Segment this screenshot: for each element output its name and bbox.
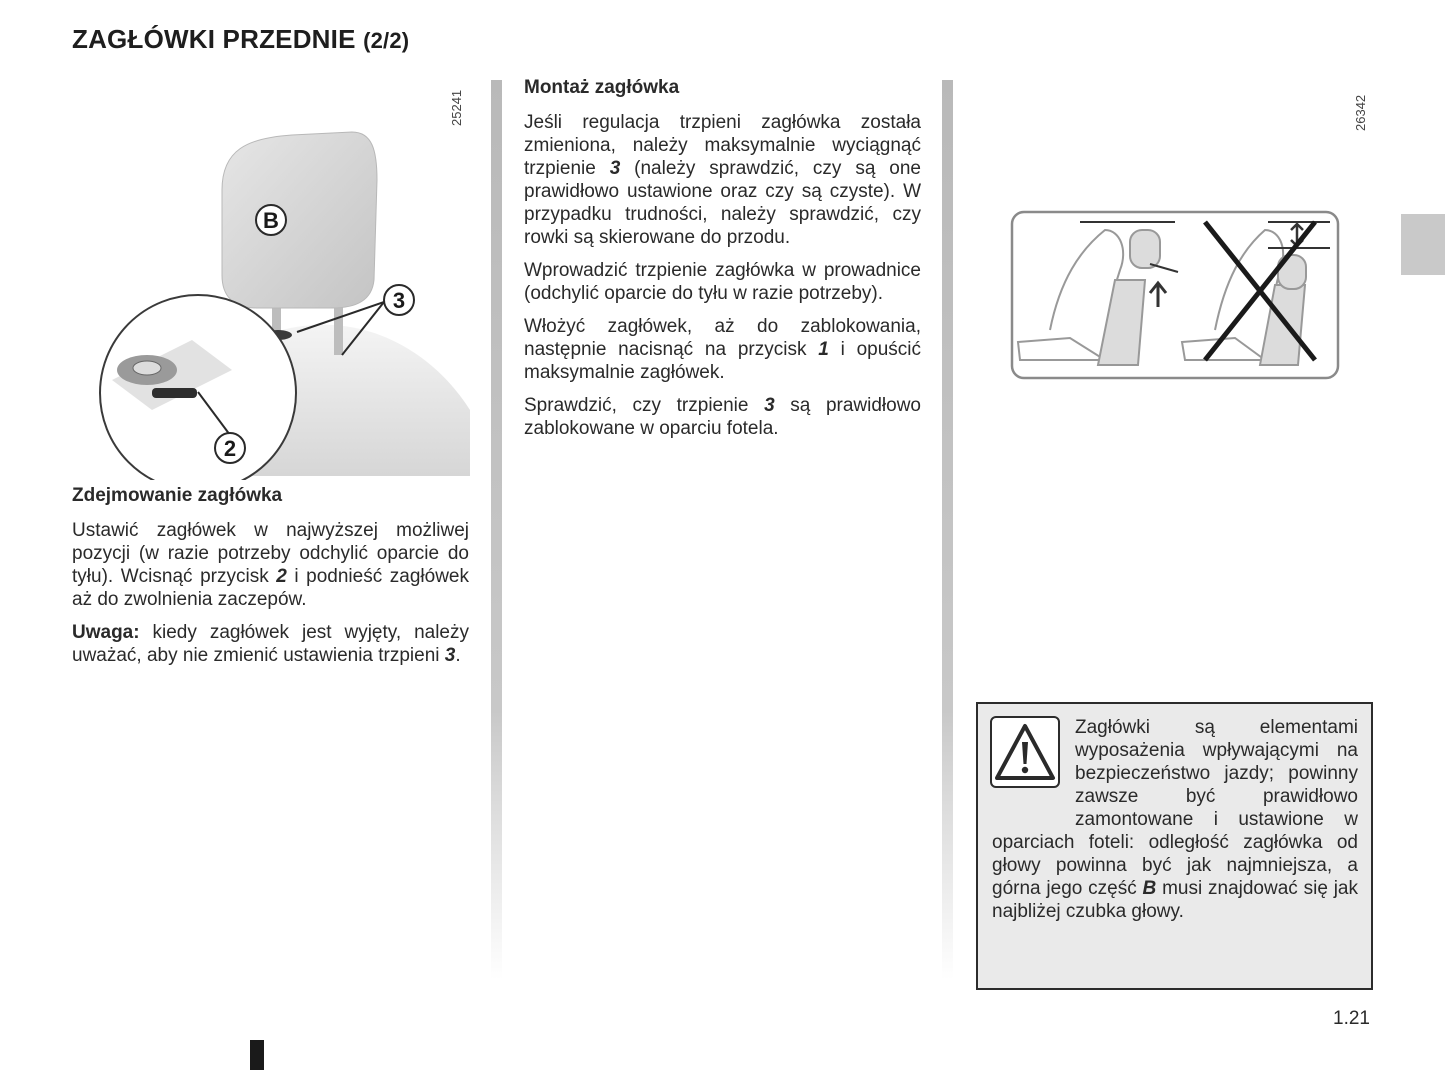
text: (należy sprawdzić, czy są one prawidłowo ustawione oraz czy są czyste). W przypadku trudności, należy sprawdzić, czy rowki są skierowane do przodu. (524, 158, 921, 248)
figure-ref-left: 25241 (449, 89, 464, 126)
detail-button-2 (152, 388, 197, 398)
title-text: ZAGŁÓWKI PRZEDNIE (72, 24, 356, 54)
page-number: 1.21 (1333, 1008, 1370, 1029)
callout-3-label: 3 (392, 288, 406, 313)
text: i opuścić maksymalnie zagłówek. (524, 339, 921, 383)
ref-number: 3 (444, 645, 456, 666)
warning-box (976, 702, 1373, 990)
paragraph-note (72, 621, 469, 667)
figure-ref-right: 26342 (1353, 94, 1368, 131)
ref-letter: B (1142, 878, 1157, 899)
headrest-left (1130, 230, 1160, 268)
paragraph-insert-rods: Wprowadzić trzpienie zagłówka w prowadnice (odchylić oparcie do tyłu w razie potrzeby). (524, 260, 921, 304)
text: kiedy zagłówek jest wyjęty, należy uważać, aby nie zmienić ustawienia trzpieni (72, 622, 469, 666)
text: . (455, 645, 461, 666)
page-title (72, 24, 409, 55)
headrest-position-illustration (1010, 210, 1342, 382)
text: są prawidłowo zablokowane w oparciu fotela. (524, 395, 921, 439)
column-middle (524, 76, 921, 450)
warning-text (992, 716, 1358, 923)
headrest-shape (222, 132, 377, 308)
heading-removing: Zdejmowanie zagłówka (72, 485, 283, 506)
title-part: (2/2) (363, 28, 410, 53)
text: Sprawdzić, czy trzpienie (524, 395, 765, 416)
ref-number: 2 (276, 566, 287, 587)
paragraph-removing (72, 519, 469, 611)
paragraph-lock (524, 315, 921, 384)
paragraph-check (524, 394, 921, 440)
print-mark (250, 1040, 264, 1070)
detail-hole (133, 361, 161, 375)
text: Ustawić zagłówek w najwyższej możliwej pozycji (w razie potrzeby odchylić oparcie do tyłu). Wcisnąć przycisk (72, 520, 469, 587)
headrest-illustration (72, 80, 472, 480)
text: Jeśli regulacja trzpieni zagłówka została zmieniona, należy maksymalnie wyciągnąć trzpienie (524, 112, 921, 179)
ref-number: 3 (764, 395, 775, 416)
text: i podnieść zagłówek aż do zwolnienia zaczepów. (72, 566, 469, 610)
text: Zagłówki są elementami wyposażenia wpływającymi na bezpieczeństwo jazdy; powinny zawsze być prawidłowo zamontowane i ustawione w oparciach foteli: odległość zagłówka od głowy powinna być jak najmniejsza, a górna jego część (992, 717, 1358, 899)
chapter-tab (1401, 214, 1445, 275)
ref-number: 1 (818, 339, 829, 360)
ref-number: 3 (609, 158, 621, 179)
callout-b-label: B (263, 208, 279, 233)
icon-spacer (992, 716, 1075, 810)
column-divider-right (942, 80, 953, 980)
column-left (72, 484, 469, 677)
note-label: Uwaga: (72, 622, 140, 643)
column-divider-left (491, 80, 502, 980)
text: musi znajdować się jak najbliżej czubka głowy. (992, 878, 1358, 922)
callout-2-label: 2 (223, 436, 237, 461)
paragraph-adjustment (524, 111, 921, 249)
text: Włożyć zagłówek, aż do zablokowania, następnie nacisnąć na przycisk (524, 316, 921, 360)
heading-installing: Montaż zagłówka (524, 77, 680, 98)
